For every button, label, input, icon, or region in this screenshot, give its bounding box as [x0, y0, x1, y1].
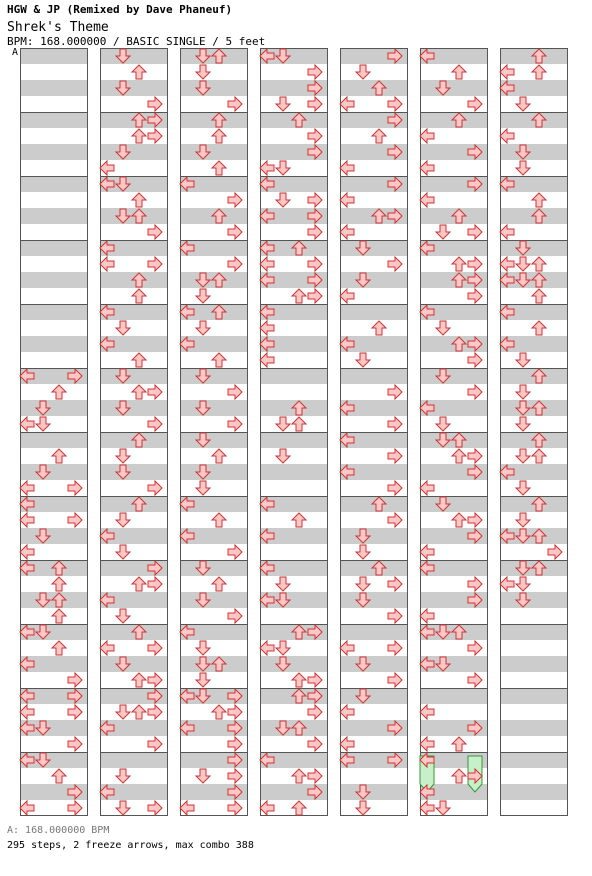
beat-stripe — [20, 80, 88, 96]
beat-stripe — [100, 400, 168, 416]
beat-stripe — [500, 720, 568, 736]
beat-stripe — [500, 784, 568, 800]
beat-stripe — [180, 400, 248, 416]
beat-stripe — [340, 688, 408, 704]
beat-stripe — [100, 752, 168, 768]
beat-stripe — [500, 240, 568, 256]
beat-stripe — [500, 144, 568, 160]
beat-stripe — [420, 496, 488, 512]
beat-stripe — [20, 432, 88, 448]
beat-stripe — [420, 80, 488, 96]
beat-stripe — [20, 272, 88, 288]
beat-stripe — [260, 464, 328, 480]
beat-stripe — [340, 368, 408, 384]
beat-stripe — [180, 368, 248, 384]
chart-info: BPM: 168.000000 / BASIC SINGLE / 5 feet — [7, 35, 266, 48]
beat-stripe — [340, 528, 408, 544]
chart-stats: 295 steps, 2 freeze arrows, max combo 388 — [7, 840, 254, 851]
beat-stripe — [340, 592, 408, 608]
beat-stripe — [100, 144, 168, 160]
beat-stripe — [100, 368, 168, 384]
bpm-legend: A: 168.000000 BPM — [7, 825, 110, 836]
beat-stripe — [500, 656, 568, 672]
beat-stripe — [500, 752, 568, 768]
beat-stripe — [500, 688, 568, 704]
beat-stripe — [260, 368, 328, 384]
beat-stripe — [340, 272, 408, 288]
beat-stripe — [20, 112, 88, 128]
beat-stripe — [340, 784, 408, 800]
beat-stripe — [20, 144, 88, 160]
beat-stripe — [20, 336, 88, 352]
beat-stripe — [340, 304, 408, 320]
beat-stripe — [20, 48, 88, 64]
beat-stripe — [20, 176, 88, 192]
beat-stripe — [420, 688, 488, 704]
bpm-change-marker: A — [12, 47, 19, 58]
beat-stripe — [180, 80, 248, 96]
beat-stripe — [420, 368, 488, 384]
beat-stripe — [100, 464, 168, 480]
beat-stripe — [20, 208, 88, 224]
beat-stripe — [100, 48, 168, 64]
beat-stripe — [340, 624, 408, 640]
beat-stripe — [20, 464, 88, 480]
beat-stripe — [180, 560, 248, 576]
beat-stripe — [20, 528, 88, 544]
beat-stripe — [180, 432, 248, 448]
beat-stripe — [340, 240, 408, 256]
beat-stripe — [20, 240, 88, 256]
beat-stripe — [180, 144, 248, 160]
beat-stripe — [100, 656, 168, 672]
song-title: Shrek's Theme — [7, 20, 109, 35]
beat-stripe — [260, 432, 328, 448]
beat-stripe — [20, 400, 88, 416]
beat-stripe — [500, 624, 568, 640]
beat-stripe — [20, 304, 88, 320]
beat-stripe — [180, 592, 248, 608]
beat-stripe — [180, 464, 248, 480]
beat-stripe — [340, 656, 408, 672]
beat-stripe — [260, 656, 328, 672]
beat-stripe — [100, 80, 168, 96]
song-artist: HGW & JP (Remixed by Dave Phaneuf) — [7, 3, 233, 16]
beat-stripe — [500, 592, 568, 608]
